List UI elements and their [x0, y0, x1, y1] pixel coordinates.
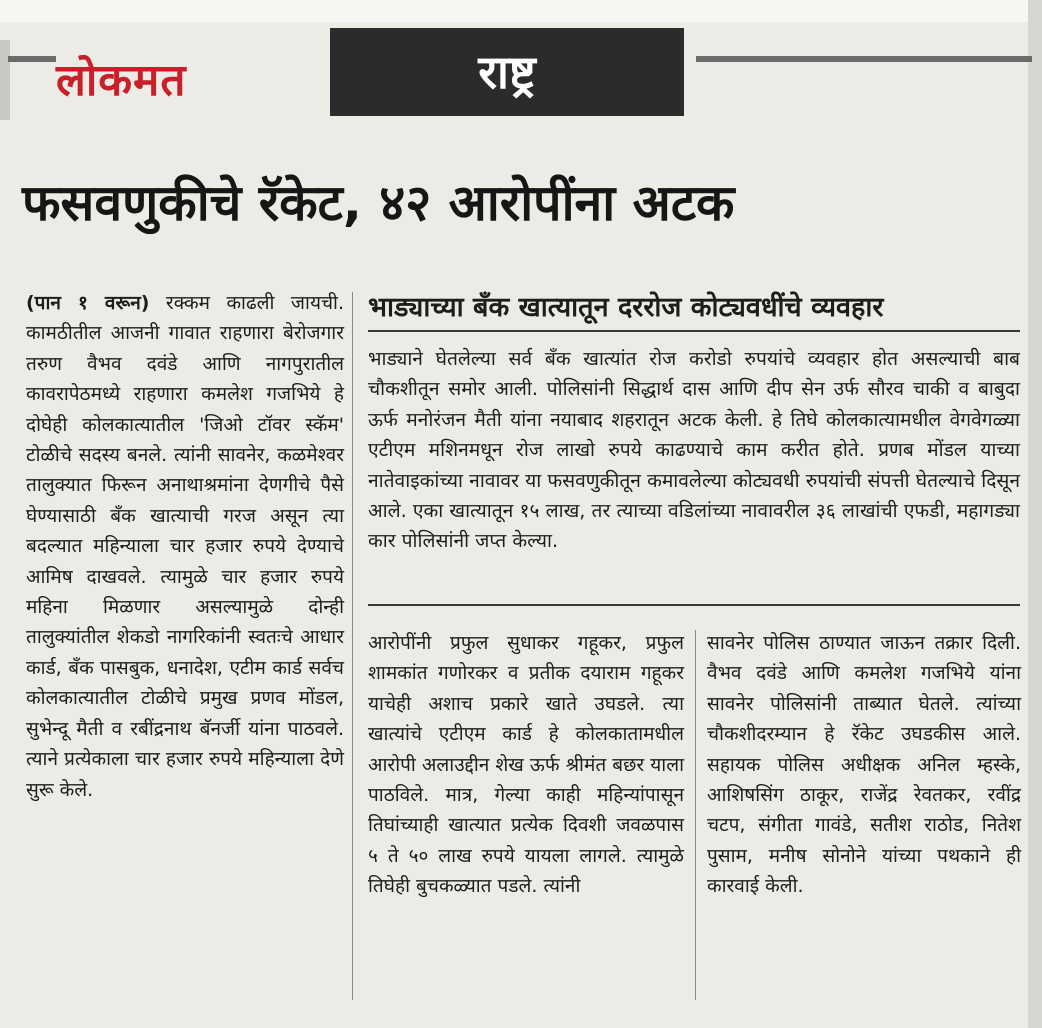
box-heading: भाड्याच्या बँक खात्यातून दररोज कोट्यवधींचे व्यवहार: [368, 292, 884, 323]
article-column-1: [26, 288, 344, 805]
column-divider-2: [695, 630, 696, 1000]
column-1-text: रक्कम काढली जायची. कामठीतील आजनी गावात राहणारा बेरोजगार तरुण वैभव दवंडे आणि नागपुरातील कावरापेठमध्ये राहणारा कमलेश गजभिये हे दोघेही कोलकात्यातील 'जिओ टॉवर स्कॅम' टोळीचे सदस्य बनले. त्यांनी सावनेर, कळमेश्वर तालुक्यात फिरून अनाथाश्रमांना देणगीचे पैसे घेण्यासाठी बँक खात्याची गरज असून त्या बदल्यात महिन्याला चार हजार रुपये देण्याचे आमिष दाखवले. त्यामुळे चार हजार रुपये महिना मिळणार असल्यामुळे दोन्ही तालुक्यांतील शेकडो नागरिकांनी स्वतःचे आधार कार्ड, बँक पासबुक, धनादेश, एटीम कार्ड सर्वच कोलकात्यातील टोळीचे प्रमुख प्रणव मोंडल, सुभेन्दू मैती व रबींद्रनाथ बॅनर्जी यांना पाठवले. त्याने प्रत्येकाला चार हजार रुपये महिन्याला देणे सुरू केले.: [26, 292, 344, 801]
article-column-2: आरोपींनी प्रफुल सुधाकर गहूकर, प्रफुल शामकांत गणोरकर व प्रतीक दयाराम गहूकर याचेही अशाच प्रकारे खाते उघडले. त्या खात्यांचे एटीएम कार्ड हे कोलकातामधील आरोपी अलाउद्दीन शेख ऊर्फ श्रीमंत बछर याला पाठविले. मात्र, गेल्या काही महिन्यांपासून तिघांच्याही खात्यात प्रत्येक दिवशी जवळपास ५ ते ५० लाख रुपये यायला लागले. त्यामुळे तिघेही बुचकळ्यात पडले. त्यांनी: [368, 632, 684, 898]
column-divider: [352, 292, 353, 1000]
section-label: राष्ट्र: [330, 28, 684, 116]
masthead-rule-left: [8, 56, 56, 62]
paper-right-edge: [1028, 0, 1042, 1028]
masthead-rule-right: [696, 56, 1032, 62]
paper-top-edge: [0, 0, 1042, 22]
box-body: भाड्याने घेतलेल्या सर्व बँक खात्यांत रोज करोडो रुपयांचे व्यवहार होत असल्याची बाब चौकशीतून समोर आली. पोलिसांनी सिद्धार्थ दास आणि दीप सेन उर्फ सौरव चाकी व बाबुदा ऊर्फ मनोरंजन मैती यांना नयाबाद शहरातून अटक केली. हे तिघे कोलकात्यामधील वेगवेगळ्या एटीएम मशिनमधून रोज लाखो रुपये काढण्याचे काम करीत होते. प्रणब मोंडल याच्या नातेवाइकांच्या नावावर या फसवणुकीतून कमावलेल्या कोट्यवधी रुपयांची संपत्ती घेतल्याचे दिसून आले. एका खात्यातून १५ लाख, तर त्याच्या वडिलांच्या नावावरील ३६ लाखांची एफडी, महागड्या कार पोलिसांनी जप्त केल्या.: [368, 347, 1020, 553]
article-column-3: सावनेर पोलिस ठाण्यात जाऊन तक्रार दिली. वैभव दवंडे आणि कमलेश गजभिये यांना सावनेर पोलिसांनी ताब्यात घेतले. त्यांच्या चौकशीदरम्यान हे रॅकेट उघडकीस आले. सहायक पोलिस अधीक्षक अनिल म्हस्के, आशिषसिंग ठाकूर, राजेंद्र रेवतकर, रवींद्र चटप, संगीता गावंडे, सतीश राठोड, नितेश पुसाम, मनीष सोनोने यांच्या पथकाने ही कारवाई केली.: [707, 632, 1021, 898]
paper-left-mark: [0, 40, 10, 120]
newspaper-logo: लोकमत: [56, 55, 187, 106]
box-bottom-rule: [368, 604, 1020, 606]
continuation-label: (पान १ वरून): [26, 292, 150, 314]
box-heading-rule: [368, 330, 1020, 332]
headline: फसवणुकीचे रॅकेट, ४२ आरोपींना अटक: [22, 174, 735, 232]
